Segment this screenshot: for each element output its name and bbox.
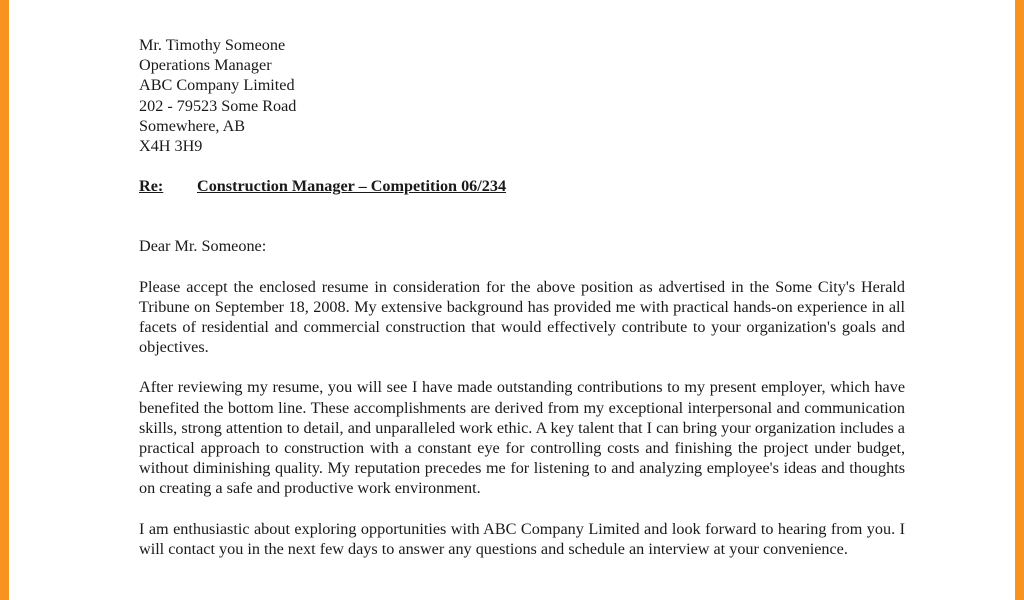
recipient-address	[139, 35, 905, 156]
salutation: Dear Mr. Someone:	[139, 237, 267, 256]
body-paragraph-1: Please accept the enclosed resume in consideration for the above position as advertised in the Some City's Herald Tribune on September 18, 2008. My extensive background has provided me with practical hands-on experience in all facets of residential and commercial construction that would effectively contribute to your organization's goals and objectives.	[139, 277, 905, 357]
recipient-company: ABC Company Limited	[139, 76, 295, 95]
recipient-postal-code: X4H 3H9	[139, 137, 203, 156]
recipient-street: 202 - 79523 Some Road	[139, 96, 297, 115]
recipient-title: Operations Manager	[139, 56, 272, 75]
subject-label: Re:	[139, 177, 164, 196]
recipient-name: Mr. Timothy Someone	[139, 36, 286, 54]
body-paragraph-3: I am enthusiastic about exploring opportunities with ABC Company Limited and look forward to hearing from you. I will contact you in the next few days to answer any questions and schedule an interview at your convenience.	[139, 519, 905, 558]
cover-letter	[139, 35, 905, 559]
recipient-city: Somewhere, AB	[139, 116, 246, 135]
body-paragraph-2: After reviewing my resume, you will see I have made outstanding contributions to my present employer, which have benefited the bottom line. These accomplishments are derived from my exceptional interpersonal and communication skills, strong attention to detail, and unparalleled work ethic. A key talent that I can bring your organization includes a practical approach to construction with a constant eye for controlling costs and finishing the project under budget, without diminishing quality. My reputation precedes me for listening to and analyzing employee's ideas and thoughts on creating a safe and productive work environment.	[139, 378, 905, 498]
subject-line	[139, 176, 905, 196]
subject-text: Construction Manager – Competition 06/234	[197, 177, 507, 196]
